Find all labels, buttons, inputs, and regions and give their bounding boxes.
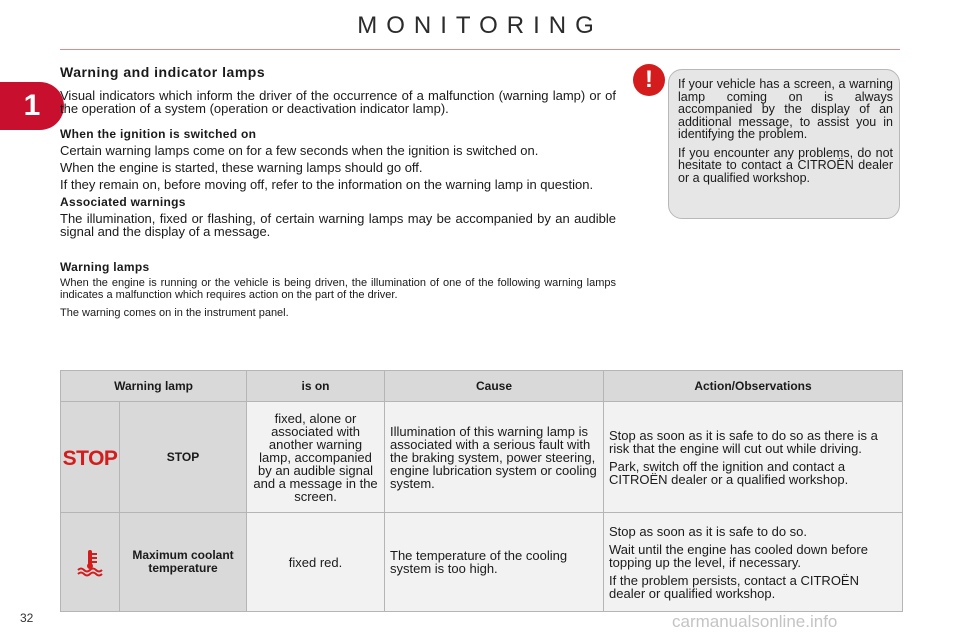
lamp-cause: The temperature of the cooling system is too high. xyxy=(385,513,604,612)
header-is-on: is on xyxy=(247,371,385,402)
lamp-cause: Illumination of this warning lamp is associated with a serious fault with the braking system, power steering, engine lubrication system or cooling system. xyxy=(385,402,604,513)
ignition-heading: When the ignition is switched on xyxy=(60,127,257,141)
title-divider xyxy=(60,49,900,50)
exclamation-icon: ! xyxy=(633,64,665,96)
lamp-is-on: fixed red. xyxy=(247,513,385,612)
lamp-is-on: fixed, alone or associated with another warning lamp, accompanied by an audible signal and a message in the screen. xyxy=(247,402,385,513)
warning-lamps-heading: Warning lamps xyxy=(60,260,150,274)
lamp-name: Maximum coolant temperature xyxy=(120,513,247,612)
note-paragraph-1: If your vehicle has a screen, a warning lamp coming on is always accompanied by the display of an additional message, to assist you in identifying the problem. xyxy=(678,77,893,141)
action-text: If the problem persists, contact a CITROËN dealer or qualified workshop. xyxy=(609,572,859,601)
table-header-row xyxy=(61,371,903,402)
note-box xyxy=(668,69,900,219)
lamp-icon-cell xyxy=(61,513,120,612)
main-content xyxy=(60,64,616,325)
stop-icon xyxy=(62,444,118,470)
associated-warnings-heading: Associated warnings xyxy=(60,195,186,209)
watermark: carmanualsonline.info xyxy=(672,612,838,631)
table-row xyxy=(61,513,903,612)
lamp-action xyxy=(604,402,903,513)
page-number: 32 xyxy=(20,611,34,625)
page-title: MONITORING xyxy=(357,12,603,39)
action-text: Stop as soon as it is safe to do so as there is a risk that the engine will cut out while driving. xyxy=(609,427,878,456)
chapter-tab: 1 xyxy=(0,82,64,130)
table-row xyxy=(61,402,903,513)
lamp-icon-cell xyxy=(61,402,120,513)
header-cause: Cause xyxy=(385,371,604,402)
intro-paragraph: Visual indicators which inform the driver of the occurrence of a malfunction (warning lamp) or of the operation of a system (operation or deactivation indicator lamp). xyxy=(60,88,616,116)
header-warning-lamp: Warning lamp xyxy=(61,371,247,402)
lamp-name: STOP xyxy=(120,402,247,513)
action-text: Wait until the engine has cooled down before topping up the level, if necessary. xyxy=(609,541,868,570)
lamp-action xyxy=(604,513,903,612)
section-heading: Warning and indicator lamps xyxy=(60,64,266,80)
warning-lamps-paragraph-2: The warning comes on in the instrument panel. xyxy=(60,307,289,319)
ignition-paragraph-1: Certain warning lamps come on for a few seconds when the ignition is switched on. xyxy=(60,143,539,158)
action-text: Stop as soon as it is safe to do so. xyxy=(609,523,808,539)
warning-lamps-paragraph-1: When the engine is running or the vehicle is being driven, the illumination of one of the following warning lamps indicates a malfunction which requires action on the part of the driver. xyxy=(60,277,616,301)
header-action: Action/Observations xyxy=(604,371,903,402)
svg-text:STOP: STOP xyxy=(62,447,118,470)
action-text: Park, switch off the ignition and contact a CITROËN dealer or a qualified workshop. xyxy=(609,458,849,487)
ignition-paragraph-3: If they remain on, before moving off, refer to the information on the warning lamp in question. xyxy=(60,177,594,192)
note-paragraph-2: If you encounter any problems, do not hesitate to contact a CITROËN dealer or a qualified workshop. xyxy=(678,145,893,185)
ignition-paragraph-2: When the engine is started, these warning lamps should go off. xyxy=(60,160,423,175)
coolant-temperature-icon xyxy=(75,547,105,577)
associated-warnings-paragraph: The illumination, fixed or flashing, of certain warning lamps may be accompanied by an audible signal and the display of a message. xyxy=(60,211,616,239)
warning-lamps-table xyxy=(60,370,903,612)
